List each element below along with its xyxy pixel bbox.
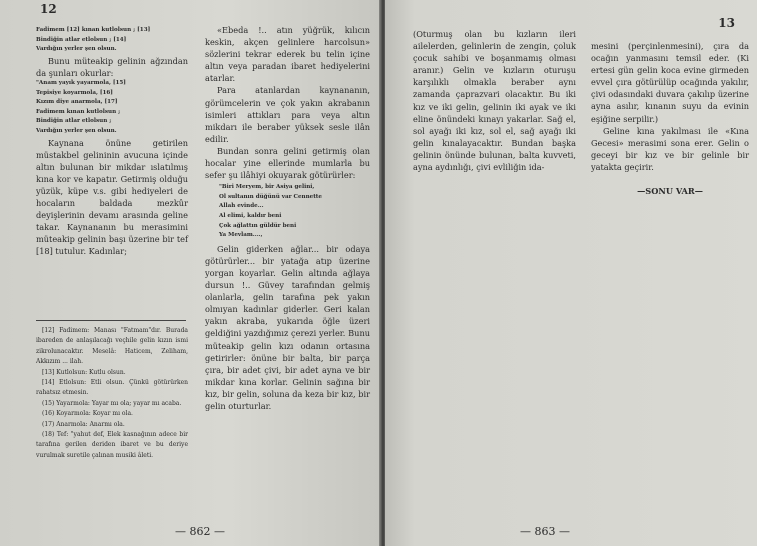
hymn-line: Çok ağlattın güldür beni bbox=[219, 222, 297, 229]
quote-line: Bindiğin atlar etlolsun ; bbox=[36, 118, 112, 125]
body-paragraph: Gelin giderken ağlar... bir odaya götürürler... bir yatağa atıp üzerine yorgan koyarlar. Gelin altında ağlaya dursun !.. Güvey tarafından gelmiş olanlarla, gelin tarafına pek yakın olmıyan kadınlar giderler. Geri kalan yakın akraba, yukarıda öğle üzeri geldiğini yazdığımız çerezi yerler. Bunu müteakip gelin kızı odanın ortasına getirirler: önüne bir balta, bir parça çıra, bir adet çivi, bir adet ayna ve bir mikdar kına korlar. Gelinin sağına bir kız, bir gelin, soluna da keza bir kız, bir gelin oturturlar. bbox=[205, 243, 370, 411]
intro-paragraph: Bunu müteakip gelinin ağzından da şunları okurlar: bbox=[36, 55, 188, 78]
footnote: (18) Tef: "yahut def, Elek kasnağının adece bir tarafına gerilen deriden ibaret ve bu deriye vurulmak suretile çalınan musiki âleti. bbox=[36, 431, 188, 459]
right-column-1 bbox=[413, 28, 576, 173]
footnote: [13] Kutlolsun: Kutlu olsun. bbox=[42, 368, 126, 376]
hymn-line: Allah evinde... bbox=[219, 203, 264, 210]
body-paragraph: Bundan sonra gelini getirmiş olan hocalar yine ellerinde mumlarla bu sefer şu ilâhiyi okuyarak götürürler: bbox=[205, 145, 370, 181]
right-page bbox=[385, 0, 757, 546]
quote-line: Kızım diye anarmola, [17] bbox=[36, 99, 118, 106]
body-paragraph: «Ebeda !.. atın yüğrük, kılıcın keskin, akçen gelinlere harcolsun» sözlerini tekrar ederek bu telin içine altın veya paradan ibaret hediyelerini atarlar. bbox=[205, 25, 370, 84]
hymn-block bbox=[219, 183, 370, 241]
hymn-line: Al elimi, kaldır beni bbox=[219, 213, 282, 219]
body-paragraph: (Oturmuş olan bu kızların ileri ailelerden, gelinlerin de zengin, çoluk çocuk sahibi ve boşanmamış olması aranır.) Gelin ve kızların oturuşu karşılıklı olmakla beraber aynı zamanda çaprazvari olacaktır. Bu iki kız ve iki gelin, gelinin iki ayak ve iki eline önündeki kınayı yakarlar. Sağ el, sol ayağı iki kız, sol el, sağ ayağı iki gelin kınalayacaktır. Bundan başka gelinin önünde bulunan, balta kuvveti, ayna aydınlığı, çivi evliliğin ida- bbox=[413, 29, 576, 173]
hymn-line: Ya Mevlam...., bbox=[219, 232, 263, 239]
left-column-2 bbox=[205, 24, 370, 412]
footnote: [12] Fadimem: Manası "Fatmam"dır. Burada ibareden de anlaşılacağı veçhile gelin kızın ismi zikrolunacaktır. Meselâ: Haticem, Zeliham, Akkızım ... ilah. bbox=[36, 327, 188, 366]
footnote: [14] Etlolsun: Etli olsun. Çünkü götürürken rahatsız etmesin. bbox=[36, 379, 188, 397]
hymn-line: Ol sultanın düğünü var Cennette bbox=[219, 193, 322, 200]
quote-line: Fadimem kınan kutlolsun ; bbox=[36, 108, 121, 115]
quote-line: Tepisiye koyarmola, [16] bbox=[36, 89, 113, 96]
quote-line: Fadimem [12] kınan kutlolsun ; [13] bbox=[36, 27, 151, 33]
footnotes bbox=[36, 326, 188, 461]
page-number-top-right: 13 bbox=[718, 16, 735, 30]
footnote-divider bbox=[36, 320, 186, 321]
hymn-line: "Biri Meryem, bir Asiya gelini, bbox=[219, 184, 315, 191]
page-number-bottom-right: — 863 — bbox=[520, 525, 570, 538]
right-column-2 bbox=[591, 40, 749, 197]
body-paragraph: Geline kına yakılması ile «Kına Gecesi» merasimi sona erer. Gelin o geceyi bir kız ve bir gelinle bir yatakta geçirir. bbox=[591, 125, 749, 172]
end-note: —SONU VAR— bbox=[637, 186, 703, 197]
page-number-top-left: 12 bbox=[40, 2, 57, 16]
body-paragraph: mesini (perçinlenmesini), çıra da ocağın yanmasını temsil eder. (Ki ertesi gün gelin koca evine girmeden evvel çıra götürülüp ocağında yakılır, çivi odasındaki duvara çakılıp üzerine ayna asılır, kınanın suyu da evinin eşiğine serpilir.) bbox=[591, 41, 749, 124]
quote-line: "Anam yayık yayarmola, [15] bbox=[36, 79, 126, 86]
quote-line: Vardığın yerler şen olsun. bbox=[36, 127, 117, 134]
quote-line: Bindiğin atlar etlolsun ; [14] bbox=[36, 36, 127, 43]
body-paragraph: Kaynana önüne getirilen müstakbel gelininin avucuna içinde altın bulunan bir mikdar ıslatılmış kına kor ve kapatır. Getirmiş olduğu yüzük, küpe v.s. gibi hediyeleri de hocaların baldada mezkûr deyişlerinin devamı arasında geline takar. Kaynananın bu merasimini müteakip gelinin başı üzerine bir tef [18] tutulur. Kadınlar; bbox=[36, 137, 188, 257]
body-paragraph: Para atanlardan kaynananın, görümcelerin ve çok yakın akrabanın isimleri attıkları para veya altın mikdarı ile beraber yüksek sesle ilân edilir. bbox=[205, 85, 370, 144]
quote-line: Vardığın yerler şen olsun. bbox=[36, 46, 117, 53]
left-column-1 bbox=[36, 26, 188, 257]
quote-block-1 bbox=[36, 26, 188, 55]
footnote: (17) Anarmola: Anarmı ola. bbox=[42, 420, 125, 428]
quote-block-2 bbox=[36, 79, 188, 137]
page-number-bottom-left: — 862 — bbox=[175, 525, 225, 538]
footnote: (16) Koyarmola: Koyar mı ola. bbox=[42, 410, 133, 418]
footnote: (15) Yayarmola: Yayar mı ola; yayar mı acaba. bbox=[42, 399, 182, 407]
